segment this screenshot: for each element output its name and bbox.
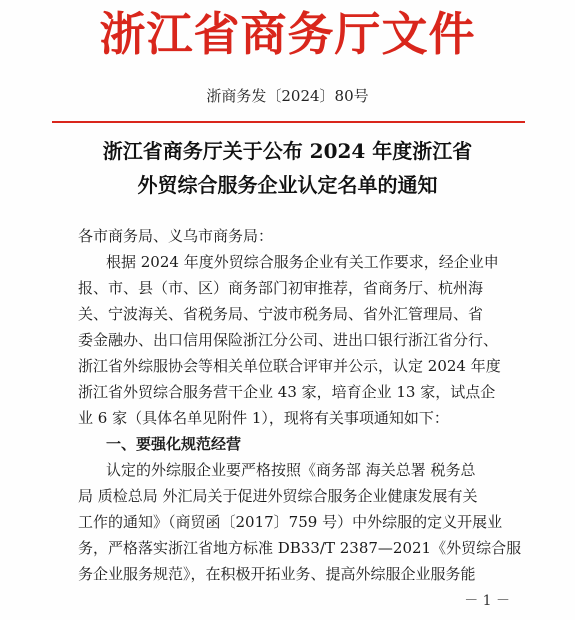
- paragraph-1-line: 业 6 家（具体名单见附件 1），现将有关事项通知如下：: [78, 409, 449, 427]
- paragraph-2-line: 局 质检总局 外汇局关于促进外贸综合服务企业健康发展有关: [78, 487, 478, 505]
- section-heading: 一、要强化规范经营: [106, 435, 242, 453]
- red-divider-line: [52, 121, 525, 123]
- paragraph-2-line: 工作的通知》（商贸函〔2017〕759 号）中外综服的定义开展业: [78, 513, 503, 531]
- notice-title-line-2: 外贸综合服务企业认定名单的通知: [137, 173, 438, 197]
- masthead-title: 浙江省商务厅文件: [99, 7, 476, 61]
- paragraph-1-line: 浙江省外综服协会等相关单位联合评审并公示，认定 2024 年度: [78, 357, 501, 375]
- salutation: 各市商务局、义乌市商务局：: [78, 227, 274, 245]
- document-number: 浙商务发〔2024〕80号: [206, 87, 369, 105]
- paragraph-1-line: 报、市、县（市、区）商务部门初审推荐，省商务厅、杭州海: [78, 279, 484, 297]
- paragraph-2-line: 认定的外综服企业要严格按照《商务部 海关总署 税务总: [106, 461, 476, 479]
- paragraph-1-line: 根据 2024 年度外贸综合服务企业有关工作要求，经企业申: [106, 253, 499, 271]
- paragraph-1-line: 委金融办、出口信用保险浙江分公司、进出口银行浙江省分行、: [78, 331, 499, 349]
- page-number: － 1 －: [464, 593, 510, 609]
- paragraph-2-line: 务，严格落实浙江省地方标准 DB33/T 2387—2021《外贸综合服: [78, 539, 522, 557]
- notice-title-line-1: 浙江省商务厅关于公布 2024 年度浙江省: [102, 139, 473, 163]
- paragraph-1-line: 关、宁波海关、省税务局、宁波市税务局、省外汇管理局、省: [78, 305, 484, 323]
- paragraph-2-line: 务企业服务规范》，在积极开拓业务、提高外综服企业服务能: [78, 565, 476, 583]
- paragraph-1-line: 浙江省外贸综合服务营干企业 43 家，培育企业 13 家，试点企: [78, 383, 496, 401]
